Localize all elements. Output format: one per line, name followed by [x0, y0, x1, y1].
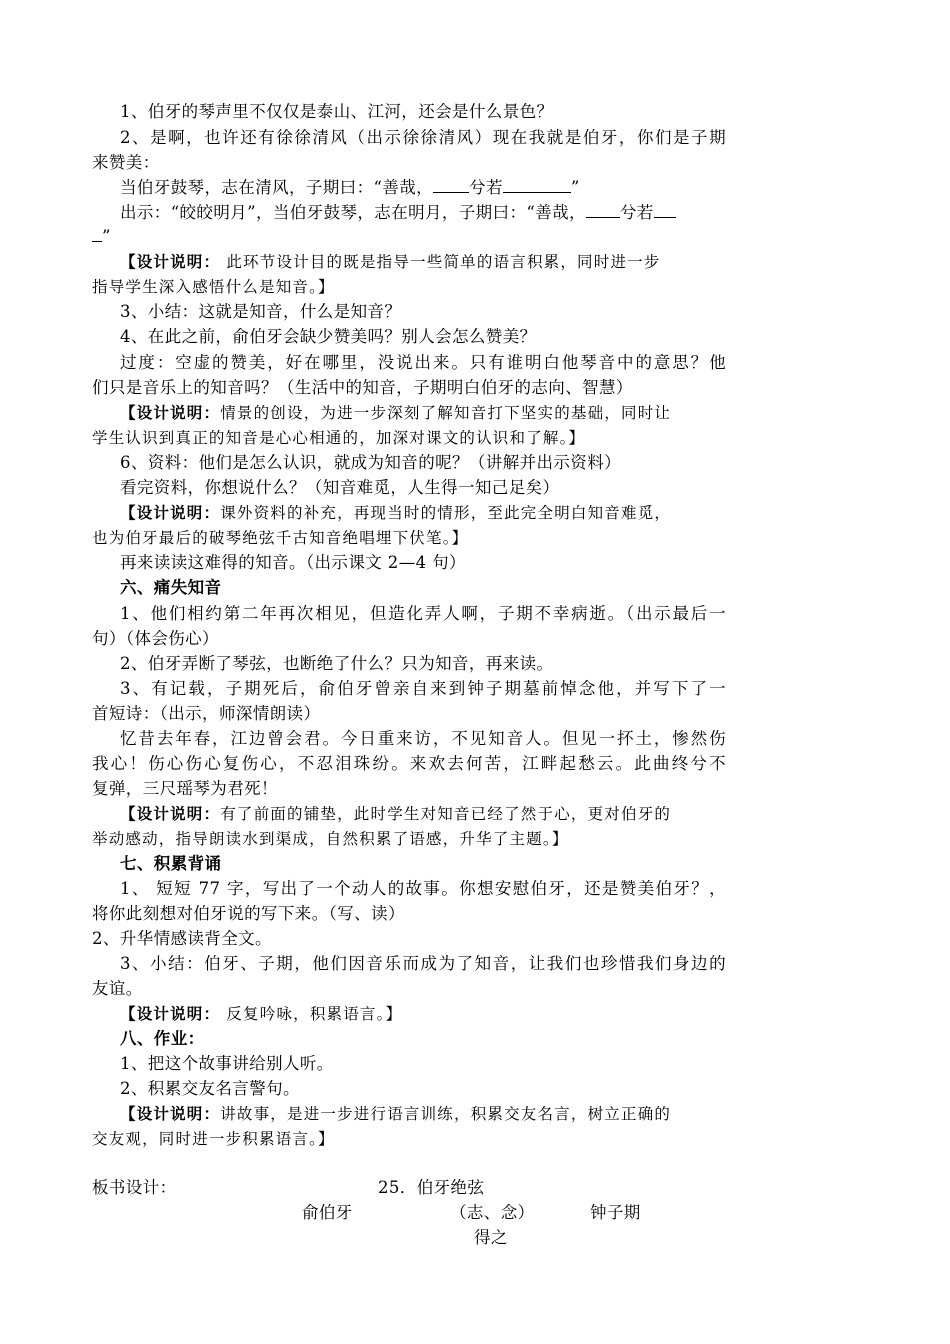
board-label: 板书设计：	[92, 1178, 177, 1197]
section-heading: 六、痛失知音	[120, 578, 222, 597]
text-line: 再来读读这难得的知音。（出示课文 2—4 句）	[120, 553, 466, 572]
text-line: 1、把这个故事讲给别人听。	[120, 1054, 334, 1073]
text-line: 复弹，三尺瑶琴为君死！	[92, 779, 278, 798]
text-line: 1、 短短 77 字，写出了一个动人的故事。你想安慰伯牙，还是赞美伯牙？，	[120, 879, 726, 898]
note-label: 【设计说明：	[120, 1005, 221, 1023]
note-label: 【设计说明：	[120, 1105, 221, 1123]
note-label: 【设计说明：	[120, 404, 221, 422]
design-note	[120, 1103, 760, 1125]
text-line: 1、他们相约第二年再次相见，但造化弄人啊，子期不幸病逝。（出示最后一	[120, 604, 726, 623]
note-text: 有了前面的铺垫，此时学生对知音已经了然于心，更对伯牙的	[220, 805, 672, 823]
text-span: 兮若	[469, 178, 503, 197]
section-heading: 八、作业：	[120, 1029, 205, 1048]
text-line: 2、伯牙弄断了琴弦，也断绝了什么？只为知音，再来读。	[120, 654, 554, 673]
text-span: ”	[102, 227, 111, 246]
text-line: 将你此刻想对伯牙说的写下来。（写、读）	[92, 904, 405, 923]
note-label: 【设计说明：	[120, 253, 221, 271]
note-text: 情景的创设，为进一步深刻了解知音打下坚实的基础，同时让	[220, 404, 672, 422]
text-line: 2、升华情感读背全文。	[92, 929, 272, 948]
text-span: ”	[570, 178, 580, 197]
design-note	[120, 803, 760, 825]
text-line: 1、伯牙的琴声里不仅仅是泰山、江河，还会是什么景色？	[120, 102, 554, 121]
text-line: 2、积累交友名言警句。	[120, 1079, 300, 1098]
note-label: 【设计说明：	[120, 504, 221, 522]
text-line: 们只是音乐上的知音吗？（生活中的知音，子期明白伯牙的志向、智慧）	[92, 378, 633, 397]
text-span: 出示：“皎皎明月”，当伯牙鼓琴，志在明月，子期曰：“善哉，	[120, 203, 586, 222]
fill-blank	[503, 177, 571, 193]
text-line	[92, 226, 732, 248]
text-span: 兮若	[619, 203, 654, 222]
design-note: 交友观，同时进一步积累语言。】	[92, 1130, 335, 1148]
text-line: 4、在此之前，俞伯牙会缺少赞美吗？别人会怎么赞美？	[120, 327, 537, 346]
text-line: 6、资料：他们是怎么认识，就成为知音的呢？（讲解并出示资料）	[120, 453, 621, 472]
design-note	[120, 502, 760, 524]
text-line: 友谊。	[92, 979, 143, 998]
note-text: 反复吟咏，积累语言。】	[226, 1005, 403, 1023]
text-line: 3、小结：伯牙、子期，他们因音乐而成为了知音，让我们也珍惜我们身边的	[120, 954, 726, 973]
design-note: 指导学生深入感悟什么是知音。】	[92, 278, 335, 296]
text-line: 来赞美：	[92, 153, 160, 172]
text-line: 看完资料，你想说什么？（知音难觅，人生得一知己足矣）	[120, 478, 560, 497]
text-line: 3、有记载，子期死后，俞伯牙曾亲自来到钟子期墓前悼念他，并写下了一	[120, 679, 726, 698]
section-heading: 七、积累背诵	[120, 854, 222, 873]
design-note: 也为伯牙最后的破琴绝弦千古知音绝唱埋下伏笔。】	[92, 529, 469, 547]
text-line: 2、是啊，也许还有徐徐清风（出示徐徐清风）现在我就是伯牙，你们是子期	[120, 128, 726, 147]
note-text: 课外资料的补充，再现当时的情形，至此完全明白知音难觅，	[220, 504, 672, 522]
text-span: 当伯牙鼓琴，志在清风，子期曰：“善哉，	[120, 178, 434, 197]
board-middle: （志、念）	[450, 1203, 535, 1222]
note-text: 此环节设计目的既是指导一些简单的语言积累，同时进一步	[226, 253, 661, 271]
design-note	[120, 251, 760, 273]
text-line: 我心！伤心伤心复伤心，不忍泪珠纷。来欢去何苦，江畔起愁云。此曲终兮不	[92, 754, 726, 773]
text-line: 过度：空虚的赞美，好在哪里，没说出来。只有谁明白他琴音中的意思？他	[120, 353, 726, 372]
text-line: 3、小结：这就是知音，什么是知音？	[120, 302, 402, 321]
board-title: 25．伯牙绝弦	[378, 1178, 485, 1197]
fill-blank	[92, 229, 102, 242]
fill-blank	[433, 177, 469, 193]
text-line	[120, 202, 760, 224]
fill-blank	[654, 202, 676, 218]
text-line: 句）（体会伤心）	[92, 629, 219, 648]
design-note	[120, 402, 760, 424]
design-note: 举动感动，指导朗读水到渠成，自然积累了语感，升华了主题。】	[92, 830, 569, 848]
note-text: 讲故事，是进一步进行语言训练，积累交友名言，树立正确的	[220, 1105, 672, 1123]
design-note	[120, 1003, 760, 1025]
board-right: 钟子期	[590, 1203, 641, 1222]
note-label: 【设计说明：	[120, 805, 221, 823]
text-line	[120, 177, 760, 199]
board-left: 俞伯牙	[302, 1203, 353, 1222]
design-note: 学生认识到真正的知音是心心相通的，加深对课文的认识和了解。】	[92, 429, 586, 447]
fill-blank	[586, 202, 620, 218]
text-line: 忆昔去年春，江边曾会君。今日重来访，不见知音人。但见一抔土，惨然伤	[120, 729, 726, 748]
board-bottom: 得之	[474, 1228, 508, 1247]
text-line: 首短诗：（出示，师深情朗读）	[92, 704, 321, 723]
